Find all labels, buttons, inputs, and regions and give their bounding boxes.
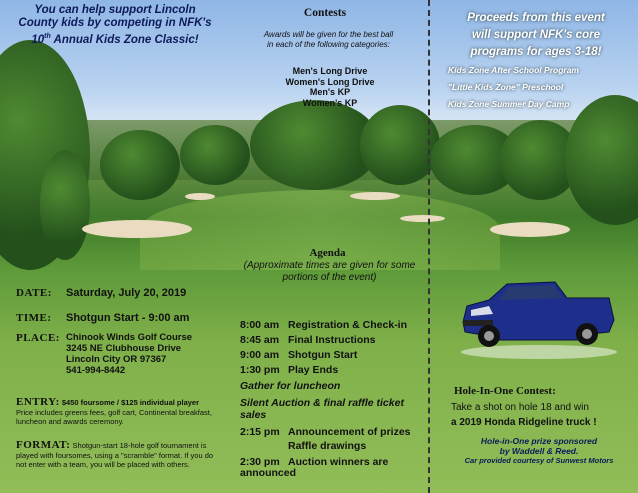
intro-line-1: You can help support Lincoln (34, 4, 196, 16)
hio-title: Hole-In-One Contest: (454, 385, 556, 397)
bunker-right (490, 222, 570, 237)
program-after-school: Kids Zone After School Program (448, 65, 579, 75)
format-text: Shotgun-start 18-hole golf tournament is played with foursomes, using a "scramble" format. If you do not enter with a team, you will be placed with others. (16, 441, 214, 469)
silent-auction: Silent Auction & final raffle ticket sales (240, 397, 404, 421)
time-value: Shotgun Start - 9:00 am (66, 312, 190, 324)
place-line-4: 541-994-8442 (66, 365, 126, 376)
format-label: FORMAT: (16, 439, 71, 451)
tree-mid-left (100, 130, 180, 200)
prizes-time: 2:15 pm (240, 426, 280, 438)
intro-line-2: County kids by competing in NFK's (18, 17, 212, 29)
category-mens-kp: Men's KP (309, 87, 351, 97)
contests-desc-1: Awards will be given for the best ball (263, 30, 394, 39)
intro-ordinal: 10 (31, 33, 45, 46)
agenda-note (232, 260, 427, 284)
category-womens-long-drive: Women's Long Drive (285, 76, 375, 87)
contests-desc-2: in each of the following categories: (267, 40, 390, 49)
entry-block (16, 398, 221, 427)
place-line-3: Lincoln City OR 97367 (66, 354, 167, 365)
entry-label: ENTRY: (16, 396, 60, 408)
prizes-block (240, 425, 426, 453)
place-label: PLACE: (16, 332, 60, 344)
entry-details: Price includes greens fees, golf cart, Continental breakfast, luncheon and awards ceremony. (16, 407, 212, 426)
proceeds-text (436, 10, 636, 61)
time-label: TIME: (16, 312, 52, 324)
sponsor-line-1: Hole-in-One prize sponsored (480, 436, 598, 446)
agenda-item: Registration & Check-in (288, 319, 408, 331)
format-block (16, 441, 221, 470)
proceeds-line-1: Proceeds from this event (467, 12, 605, 24)
agenda-row (240, 333, 426, 348)
intro-rest: Annual Kids Zone Classic! (50, 33, 199, 46)
agenda-row (240, 318, 426, 333)
intro-ordinal-suffix: th (44, 33, 51, 40)
bunker-center-2 (400, 215, 445, 222)
truck-icon (459, 270, 619, 360)
bunker-center (350, 192, 400, 200)
agenda-note-2: portions of the event) (282, 272, 377, 283)
luncheon: Gather for luncheon (240, 380, 341, 392)
agenda-time: 1:30 pm (240, 364, 280, 376)
agenda-title: Agenda (309, 247, 346, 259)
contest-categories (250, 66, 410, 108)
sponsor-line-3: Car provided courtesy of Sunwest Motors (464, 456, 614, 465)
winners-block (240, 457, 426, 479)
agenda-item: Shotgun Start (288, 349, 358, 361)
programs-list (448, 62, 638, 113)
category-womens-kp: Women's KP (302, 97, 358, 108)
date-value: Saturday, July 20, 2019 (66, 287, 187, 299)
intro-text (10, 4, 220, 47)
hio-text-1: Take a shot on hole 18 and win (451, 402, 589, 413)
hio-text-2: a 2019 Honda Ridgeline truck ! (451, 417, 597, 428)
date-label: DATE: (16, 287, 52, 299)
category-mens-long-drive: Men's Long Drive (292, 66, 368, 76)
tree-left-small (40, 150, 90, 260)
program-day-camp: Kids Zone Summer Day Camp (448, 99, 570, 109)
sponsor-line-2: by Waddell & Reed. (499, 446, 579, 456)
tree-mid (180, 125, 250, 185)
agenda-row (240, 363, 426, 378)
program-preschool: "Little Kids Zone" Preschool (448, 82, 564, 92)
sponsor-block (440, 436, 638, 466)
agenda-row (240, 348, 426, 363)
intro-line-3 (10, 30, 220, 47)
agenda-time: 8:45 am (240, 334, 280, 346)
raffle-item: Raffle drawings (288, 440, 367, 452)
place-line-1: Chinook Winds Golf Course (66, 332, 193, 343)
fold-right (428, 0, 430, 493)
place-line-2: 3245 NE Clubhouse Drive (66, 343, 182, 354)
place-block (66, 332, 192, 376)
winners-item: Auction winners are announced (240, 456, 389, 479)
agenda-note-1: (Approximate times are given for some (243, 260, 416, 271)
agenda-item: Final Instructions (288, 334, 376, 346)
agenda-time: 9:00 am (240, 349, 280, 361)
entry-price: $450 foursome / $125 individual player (61, 398, 200, 407)
proceeds-line-2: will support NFK's core (472, 29, 600, 41)
prizes-row (240, 425, 426, 439)
contests-title: Contests (303, 7, 347, 19)
agenda-time: 8:00 am (240, 319, 280, 331)
winners-time: 2:30 pm (240, 456, 280, 468)
bunker-left (82, 220, 192, 238)
contests-desc (236, 30, 421, 50)
tree-right-3 (565, 95, 638, 225)
agenda-list (240, 318, 426, 378)
agenda-item: Play Ends (288, 364, 339, 376)
prizes-item: Announcement of prizes (288, 426, 411, 438)
bunker-small (185, 193, 215, 200)
proceeds-line-3: programs for ages 3-18! (470, 46, 602, 58)
